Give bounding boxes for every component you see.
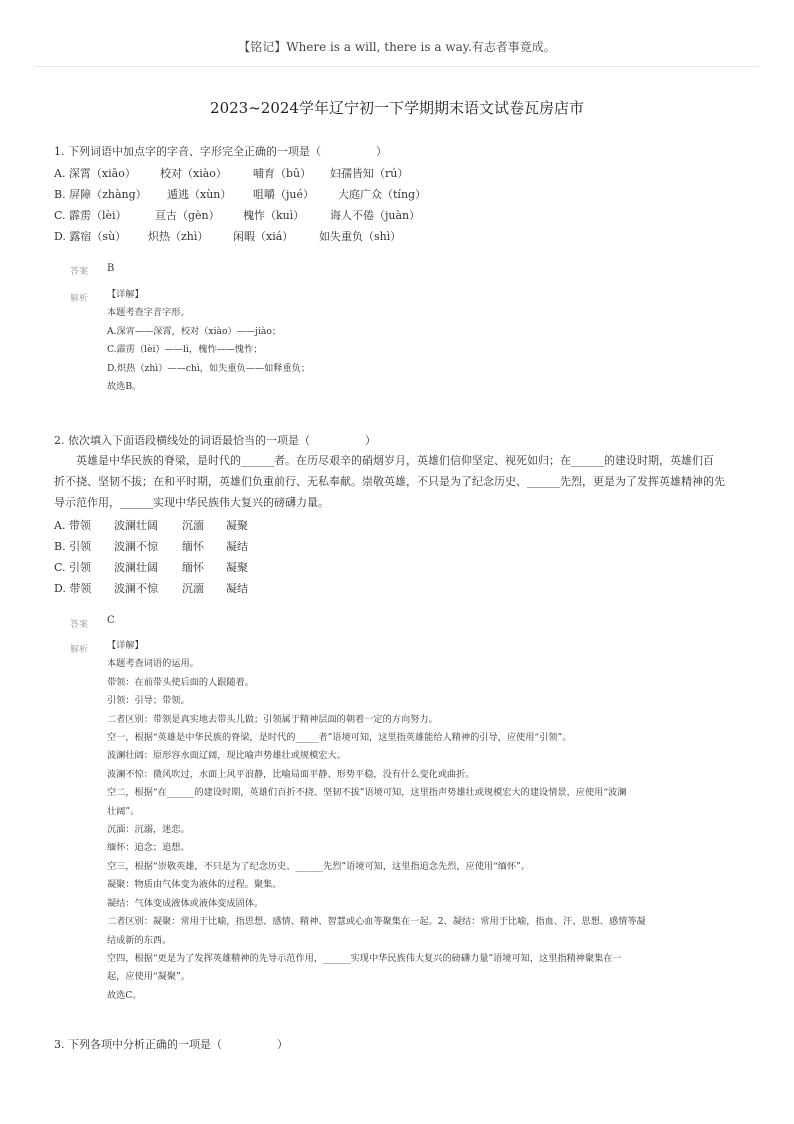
- question-2-option-b[interactable]: [54, 538, 248, 554]
- option-cell: 沉湎: [182, 582, 204, 595]
- option-cell: D. 露宿（sù）: [54, 230, 127, 243]
- question-2-passage: [54, 450, 744, 513]
- option-cell: C. 引领: [54, 561, 92, 574]
- analysis-line: 波澜壮阔：原形容水面辽阔，现比喻声势雄壮或规模宏大。: [107, 750, 346, 762]
- question-2-answer: C: [107, 615, 115, 626]
- analysis-line: 故选C。: [107, 989, 142, 1001]
- motto-banner: 【铭记】Where is a will, there is a way.有志者事竟成。: [238, 40, 556, 54]
- option-cell: 妇孺皆知（rú）: [330, 167, 409, 180]
- analysis-line: 凝结：气体变成液体或液体变成固体。: [107, 897, 264, 909]
- option-cell: 缅怀: [182, 540, 204, 553]
- analysis-line: 二者区别：带领是真实地去带头儿做；引领属于精神层面的朝着一定的方向努力。: [107, 713, 438, 725]
- option-cell: B. 屏障（zhàng）: [54, 188, 147, 201]
- option-cell: 波澜不惊: [114, 582, 158, 595]
- option-cell: 诲人不倦（juàn）: [330, 209, 421, 222]
- answer-label: 答案: [70, 620, 89, 630]
- option-cell: 凝聚: [226, 561, 248, 574]
- analysis-label: 解析: [70, 294, 89, 304]
- option-cell: 凝聚: [226, 519, 248, 532]
- analysis-line: 壮阔”。: [107, 805, 140, 817]
- option-cell: 波澜壮阔: [114, 519, 158, 532]
- analysis-line: 空四，根据“更是为了发挥英雄精神的先导示范作用，______实现中华民族伟大复兴的磅礴力量”语境可知，这里指精神聚集在一: [107, 952, 622, 964]
- answer-label: 答案: [70, 267, 89, 277]
- analysis-line: 凝聚：物质由气体变为液体的过程。聚集。: [107, 879, 282, 891]
- analysis-line: 引领：引导；带领。: [107, 695, 190, 707]
- analysis-line: 【详解】: [107, 289, 144, 300]
- option-cell: A. 带领: [54, 519, 91, 532]
- option-cell: 槐怍（kuì）: [243, 209, 305, 222]
- analysis-line: 二者区别：凝聚：常用于比喻，指思想、感情、精神、智慧或心血等聚集在一起。2、凝结：常用于比喻，指血、汗、思想、感情等凝: [107, 916, 646, 928]
- option-cell: 波澜不惊: [114, 540, 158, 553]
- analysis-line: 沉湎：沉溺，迷恋。: [107, 824, 190, 836]
- question-2-option-d[interactable]: [54, 580, 248, 596]
- analysis-line: 缅怀：追念；追想。: [107, 842, 190, 854]
- question-1-stem: 1. 下列词语中加点字的字音、字形完全正确的一项是（ ）: [54, 145, 387, 158]
- analysis-line: A.深宵——深霄，校对（xiào）——jiào；: [107, 325, 282, 337]
- option-cell: 哺育（bū）: [253, 167, 312, 180]
- option-cell: 咀嚼（jué）: [253, 188, 315, 201]
- analysis-line: 起，应使用“凝聚”。: [107, 971, 190, 983]
- option-cell: 大庭广众（tíng）: [338, 188, 427, 201]
- question-1-option-d[interactable]: [54, 228, 401, 244]
- question-3-stem: 3. 下列各项中分析正确的一项是（ ）: [54, 1038, 288, 1051]
- option-cell: 闲暇（xiá）: [233, 230, 294, 243]
- option-cell: 校对（xiào）: [160, 167, 227, 180]
- passage-line: 折不挠、坚韧不拔；在和平时期，英雄们负重前行、无私奉献。崇敬英雄，不只是为了纪念历史、______先烈，更是为了发挥英雄精神的先: [54, 475, 725, 488]
- question-2-option-a[interactable]: [54, 517, 248, 533]
- page-title: 2023~2024学年辽宁初一下学期期末语文试卷瓦房店市: [210, 99, 584, 117]
- analysis-line: 故选B。: [107, 381, 142, 393]
- analysis-line: 本题考查字音字形。: [107, 307, 190, 319]
- question-1-answer: B: [107, 263, 115, 274]
- question-1-analysis: [107, 286, 727, 396]
- passage-line: 导示范作用，______实现中华民族伟大复兴的磅礴力量。: [54, 496, 329, 509]
- option-cell: 如失重负（shì）: [319, 230, 402, 243]
- option-cell: 缅怀: [182, 561, 204, 574]
- question-1-option-a[interactable]: [54, 165, 408, 181]
- analysis-line: 结成新的东西。: [107, 934, 172, 946]
- question-1-option-c[interactable]: [54, 207, 420, 223]
- passage-line: 英雄是中华民族的脊梁，是时代的______者。在历尽艰辛的硝烟岁月，英雄们信仰坚定、视死如归；在______的建设时期，英雄们百: [54, 454, 714, 467]
- option-cell: C. 霹雳（lèi）: [54, 209, 127, 222]
- analysis-line: C.霹雳（lèi）——lì，槐怍——愧怍；: [107, 344, 263, 356]
- option-cell: 凝结: [226, 582, 248, 595]
- analysis-line: 空二，根据“在______的建设时期，英雄们百折不挠、坚韧不拔”语境可知，这里指声势雄壮或规模宏大的建设情景，应使用“波澜: [107, 787, 627, 799]
- question-2-stem: 2. 依次填入下面语段横线处的词语最恰当的一项是（ ）: [54, 434, 376, 447]
- option-cell: 波澜壮阔: [114, 561, 158, 574]
- option-cell: D. 带领: [54, 582, 92, 595]
- analysis-line: 【详解】: [107, 640, 144, 651]
- analysis-line: 带领：在前带头使后面的人跟随着。: [107, 676, 254, 688]
- option-cell: 亘古（gèn）: [155, 209, 220, 222]
- option-cell: 炽热（zhì）: [148, 230, 209, 243]
- analysis-line: 波澜不惊：微风吹过，水面上风平浪静，比喻局面平静、形势平稳，没有什么变化或曲折。: [107, 768, 475, 780]
- question-2-option-c[interactable]: [54, 559, 248, 575]
- option-cell: 遁逃（xùn）: [167, 188, 232, 201]
- question-1-option-b[interactable]: [54, 186, 426, 202]
- option-cell: A. 深霄（xiāo）: [54, 167, 136, 180]
- analysis-line: 本题考查词语的运用。: [107, 658, 199, 670]
- analysis-label: 解析: [70, 645, 89, 655]
- question-2-analysis: [107, 637, 727, 1005]
- header-divider: [35, 66, 759, 67]
- analysis-line: D.炽热（zhì）——chì，如失重负——如释重负；: [107, 362, 311, 374]
- option-cell: 沉湎: [182, 519, 204, 532]
- option-cell: B. 引领: [54, 540, 92, 553]
- analysis-line: 空一，根据“英雄是中华民族的脊梁，是时代的_____者”语境可知，这里指英雄能给人精神的引导，应使用“引领”。: [107, 732, 572, 744]
- option-cell: 凝结: [226, 540, 248, 553]
- analysis-line: 空三，根据“崇敬英雄，不只是为了纪念历史、______先烈”语境可知，这里指追念先烈，应使用“缅怀”。: [107, 860, 531, 872]
